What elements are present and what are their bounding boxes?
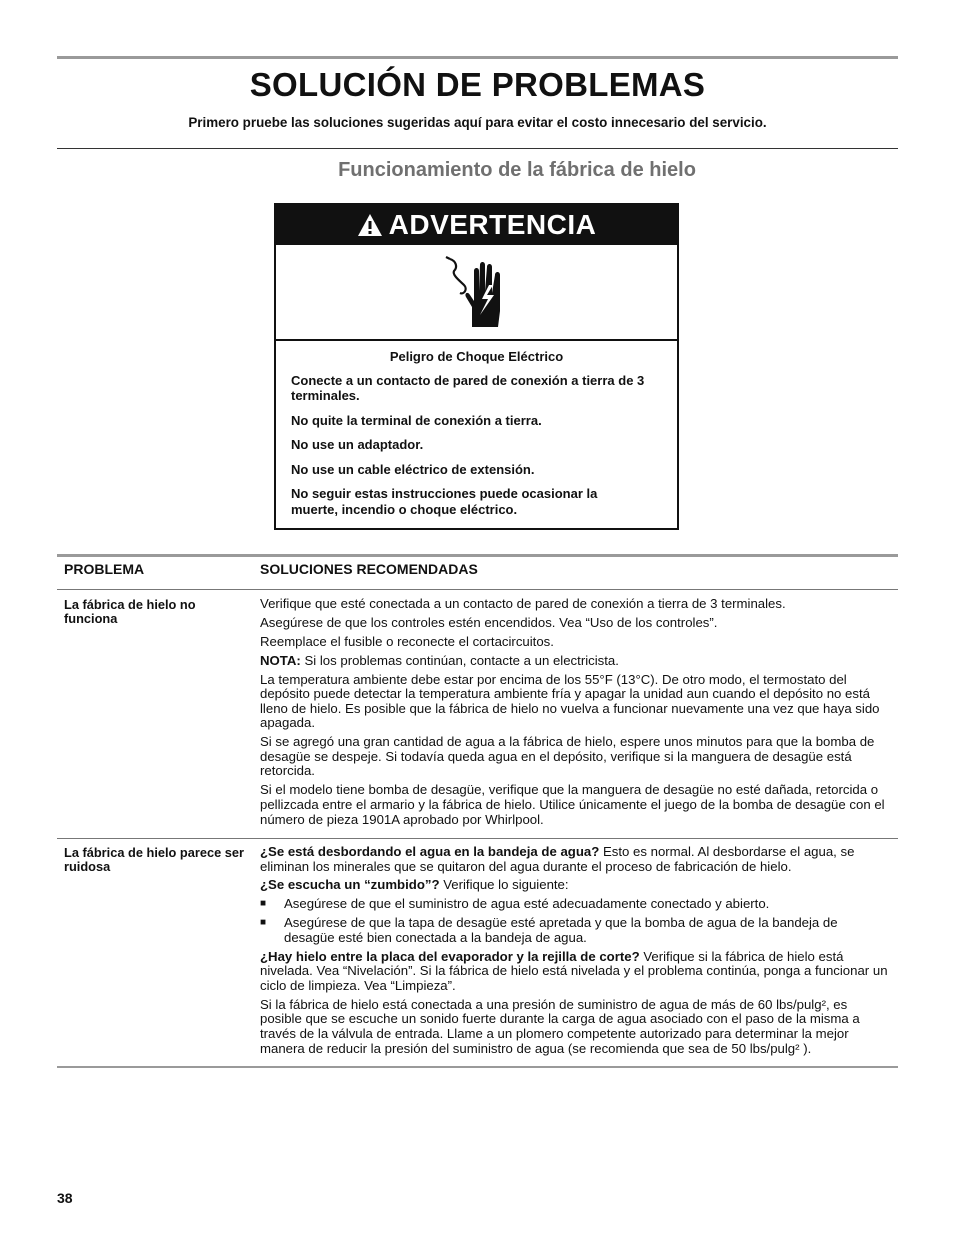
warning-line: No use un adaptador. bbox=[291, 437, 424, 452]
problem-label: La fábrica de hielo parece ser ruidosa bbox=[64, 845, 244, 874]
row-divider bbox=[57, 838, 898, 839]
warning-label: ADVERTENCIA bbox=[388, 209, 597, 240]
table-bottom-rule bbox=[57, 1066, 898, 1068]
square-bullet-icon: ■ bbox=[260, 917, 267, 929]
table-header-rule bbox=[57, 589, 898, 590]
bullet-item bbox=[260, 916, 890, 945]
solution-paragraph: Reemplace el fusible o reconecte el cortacircuitos. bbox=[260, 633, 554, 649]
warning-line: No quite la terminal de conexión a tierra. bbox=[291, 412, 542, 428]
question-bold: ¿Hay hielo entre la placa del evaporador y la rejilla de corte? bbox=[260, 948, 640, 964]
solution-paragraph: Si se agregó una gran cantidad de agua a la fábrica de hielo, espere unos minutos para que la bomba de desagüe se despeje. Si todavía queda agua en el depósito, verifique si la manguera de desagüe está retorcida. bbox=[260, 734, 875, 779]
solution-paragraph: Verifique que esté conectada a un contacto de pared de conexión a tierra de 3 terminales. bbox=[260, 596, 786, 611]
section-title: Funcionamiento de la fábrica de hielo bbox=[338, 159, 696, 181]
square-bullet-icon: ■ bbox=[260, 898, 267, 910]
column-header-solutions: SOLUCIONES RECOMENDADAS bbox=[260, 561, 478, 577]
column-header-problem: PROBLEMA bbox=[64, 561, 145, 577]
table-top-rule bbox=[57, 554, 898, 557]
question-bold: ¿Se está desbordando el agua en la bandeja de agua? bbox=[260, 844, 600, 859]
warning-heading: Peligro de Choque Eléctrico bbox=[389, 349, 564, 364]
warning-text bbox=[276, 341, 677, 517]
warning-line: No seguir estas instrucciones puede ocasionar la muerte, incendio o choque eléctrico. bbox=[291, 486, 598, 517]
warning-line: Conecte a un contacto de pared de conexión a tierra de 3 terminales. bbox=[291, 372, 645, 403]
solution-paragraph: Si la fábrica de hielo está conectada a una presión de suministro de agua de más de 60 lbs/pulg², es posible que se escuche un sonido fuerte durante la carga de agua asociado con el paso de la misma a través de la válvula de entrada. Llame a un plomero competente autorizado para determinar la mejor manera de reducir la presión del suministro de agua (se recomienda que sea de 50 lbs/pulg² ). bbox=[260, 996, 860, 1056]
solution-question bbox=[260, 878, 890, 893]
bullet-text: Asegúrese de que el suministro de agua esté adecuadamente conectado y abierto. bbox=[284, 896, 770, 912]
question-text: Verifique si la fábrica de hielo está nivelada. Vea “Nivelación”. Si la fábrica de hielo está nivelada y el problema continúa, ponga a funcionar un ciclo de limpieza. Vea “Limpieza”. bbox=[260, 948, 888, 993]
question-bold: ¿Se escucha un “zumbido”? bbox=[260, 877, 440, 893]
solutions-cell bbox=[260, 845, 890, 1061]
bullet-item bbox=[260, 897, 890, 912]
bullet-text: Asegúrese de que la tapa de desagüe esté apretada y que la bomba de agua de la bandeja de desagüe esté bien conectada a la bandeja de agua. bbox=[284, 915, 838, 945]
question-text: Verifique lo siguiente: bbox=[439, 877, 569, 893]
header-divider bbox=[57, 148, 898, 149]
solution-paragraph: La temperatura ambiente debe estar por encima de los 55°F (13°C). De otro modo, el termostato del depósito puede detectar la temperatura ambiente fría y apagar la unidad aun cuando el depósito no está lleno de hielo. Es posible que la fábrica de hielo no vuelva a funcionar nuevamente una vez que haya sido apagada. bbox=[260, 671, 880, 731]
page-title: SOLUCIÓN DE PROBLEMAS bbox=[249, 66, 706, 103]
note-label: NOTA: bbox=[260, 652, 301, 668]
warning-header bbox=[276, 205, 677, 245]
problem-label: La fábrica de hielo no funciona bbox=[64, 597, 196, 626]
page-number: 38 bbox=[57, 1190, 73, 1206]
question-text: Esto es normal. Al desbordarse el agua, se eliminan los minerales que se quitaron del agua durante el proceso de fabricación de hielo. bbox=[260, 844, 855, 874]
solution-paragraph: Si el modelo tiene bomba de desagüe, verifique que la manguera de desagüe no esté dañada, retorcida o pellizcada entre el armario y la fábrica de hielo. Utilice únicamente el juego de la bomba de desagüe con el número de pieza 1901A aprobado por Whirlpool. bbox=[260, 782, 885, 827]
note-text: Si los problemas continúan, contacte a un electricista. bbox=[300, 652, 619, 668]
warning-triangle-icon bbox=[357, 213, 383, 237]
warning-symbol-area bbox=[276, 245, 677, 341]
solution-question bbox=[260, 950, 890, 994]
solution-paragraph: Asegúrese de que los controles estén encendidos. Vea “Uso de los controles”. bbox=[260, 614, 718, 630]
electric-shock-hazard-icon bbox=[442, 255, 512, 329]
solution-question bbox=[260, 845, 890, 874]
top-rule bbox=[57, 56, 898, 59]
solution-note bbox=[260, 654, 890, 669]
intro-text: Primero pruebe las soluciones sugeridas aquí para evitar el costo innecesario del servicio. bbox=[188, 115, 767, 130]
solutions-cell bbox=[260, 597, 890, 831]
warning-line: No use un cable eléctrico de extensión. bbox=[291, 461, 535, 477]
warning-box bbox=[274, 203, 679, 530]
